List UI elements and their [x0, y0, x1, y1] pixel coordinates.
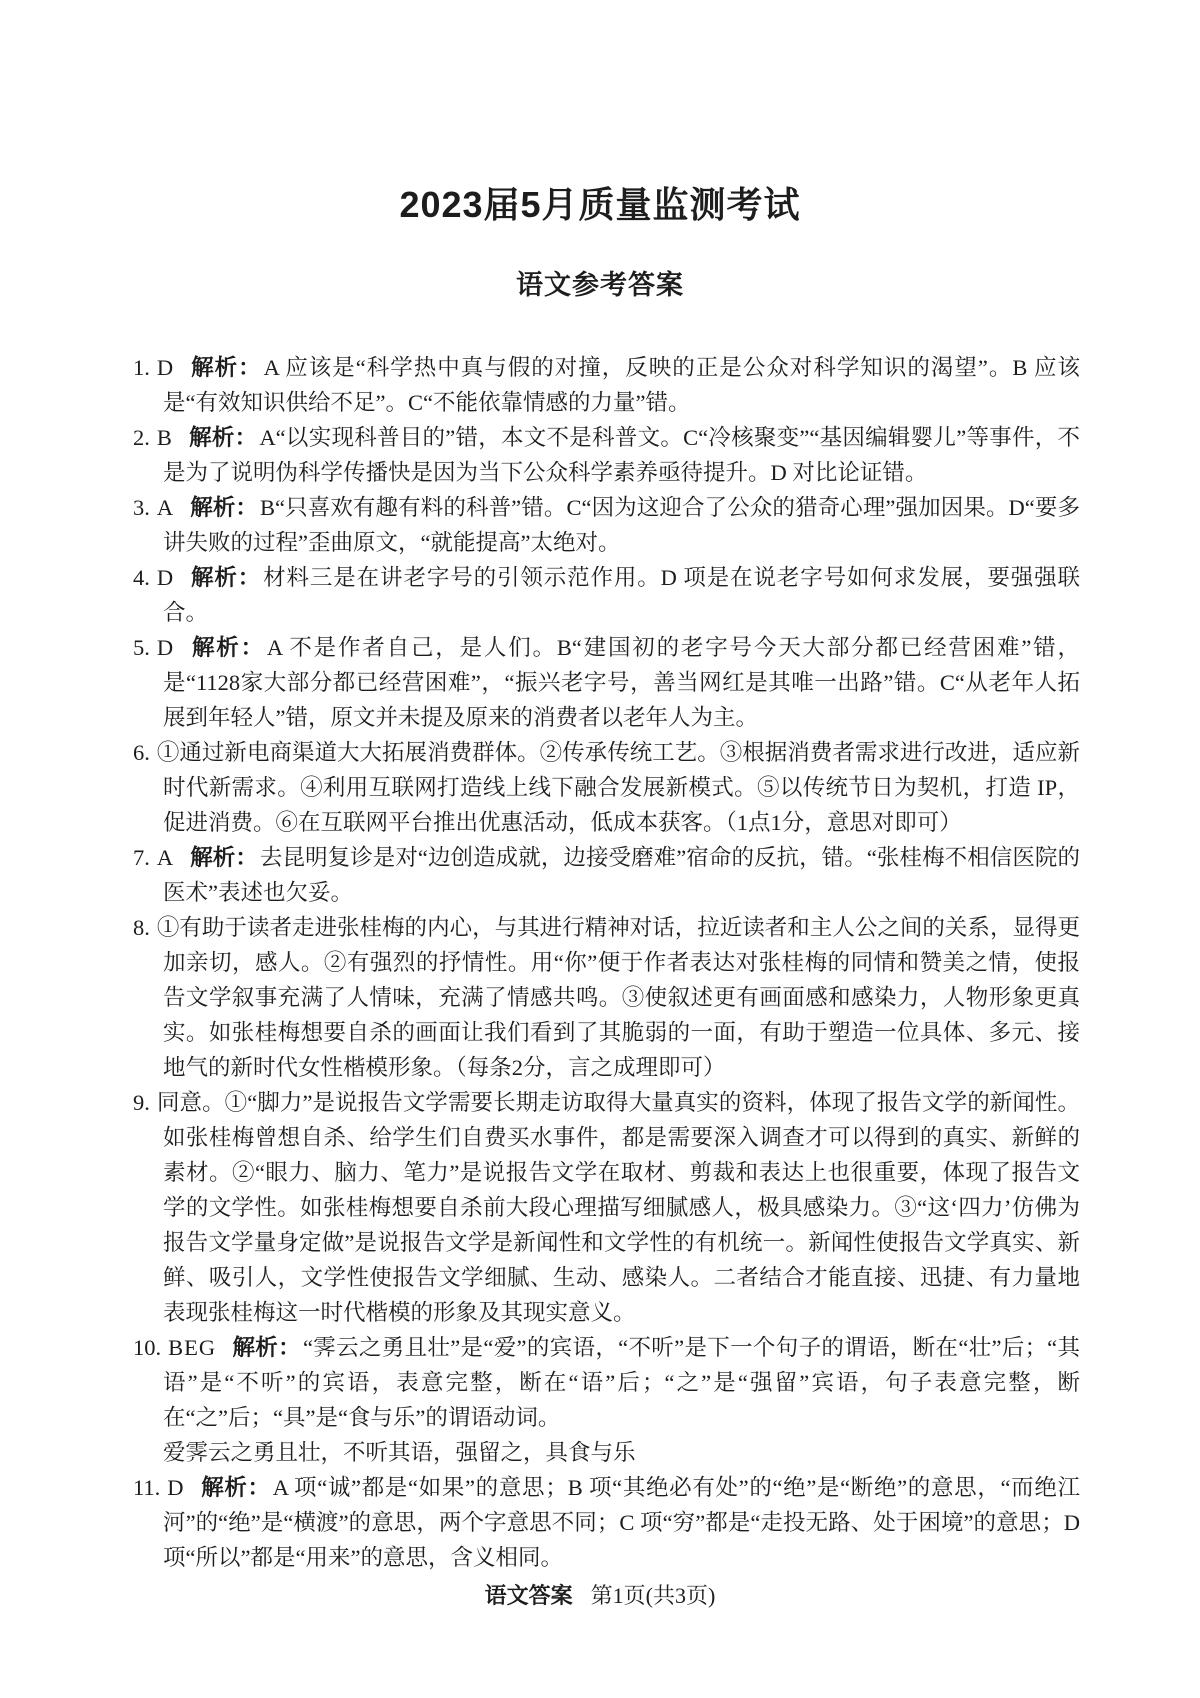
- answer-item-5: [133, 630, 1080, 735]
- answer-number: 4.: [133, 565, 150, 590]
- answer-item-11: [133, 1470, 1080, 1575]
- analysis-label: 解析：: [190, 845, 258, 870]
- answer-item-8: [133, 910, 1080, 1085]
- answer-number: 7.: [133, 845, 150, 870]
- footer-page-number: 第1页(共3页): [590, 1583, 716, 1608]
- answer-letter: D: [156, 635, 175, 660]
- answer-number: 2.: [133, 425, 150, 450]
- analysis-label: 解析：: [200, 1475, 271, 1500]
- answer-number: 9.: [133, 1090, 150, 1115]
- answer-item-3: [133, 490, 1080, 560]
- answer-number: 10.: [133, 1335, 162, 1360]
- analysis-label: 解析：: [190, 565, 262, 590]
- analysis-label: 解析：: [190, 635, 265, 660]
- answer-item-4: [133, 560, 1080, 630]
- page-subtitle: 语文参考答案: [516, 270, 684, 300]
- answer-text: 去昆明复诊是对“边创造成就，边接受磨难”宿命的反抗，错。“张桂梅不相信医院的医术”表述也欠妥。: [163, 845, 1080, 905]
- answer-item-6: [133, 735, 1080, 840]
- page-footer: [0, 1581, 1200, 1611]
- answer-extra-line: 爱霁云之勇且壮，不听其语，强留之，具食与乐: [163, 1440, 636, 1465]
- answer-number: 5.: [133, 635, 150, 660]
- answer-letter: A: [156, 845, 175, 870]
- page-title: 2023届5月质量监测考试: [399, 184, 801, 225]
- answer-number: 8.: [133, 915, 150, 940]
- answer-item-1: [133, 350, 1080, 420]
- answer-number: 3.: [133, 495, 150, 520]
- answer-letter: A: [156, 495, 175, 520]
- answer-text: A 应该是“科学热中真与假的对撞，反映的正是公众对科学知识的渴望”。B 应该是“有效知识供给不足”。C“不能依靠情感的力量”错。: [163, 355, 1080, 415]
- answer-text: ①通过新电商渠道大大拓展消费群体。②传承传统工艺。③根据消费者需求进行改进，适应新时代新需求。④利用互联网打造线上线下融合发展新模式。⑤以传统节日为契机，打造 IP，促进消费。⑥在互联网平台推出优惠活动，低成本获客。（1点1分，意思对即可）: [156, 740, 1080, 835]
- answer-text: ①有助于读者走进张桂梅的内心，与其进行精神对话，拉近读者和主人公之间的关系，显得更加亲切，感人。②有强烈的抒情性。用“你”便于作者表达对张桂梅的同情和赞美之情，使报告文学叙事充满了人情味，充满了情感共鸣。③使叙述更有画面感和感染力，人物形象更真实。如张桂梅想要自杀的画面让我们看到了其脆弱的一面，有助于塑造一位具体、多元、接地气的新时代女性楷模形象。（每条2分，言之成理即可）: [156, 915, 1080, 1080]
- footer-subject-label: 语文答案: [484, 1583, 573, 1608]
- analysis-label: 解析：: [188, 425, 258, 450]
- analysis-label: 解析：: [190, 495, 259, 520]
- answer-item-9: [133, 1085, 1080, 1330]
- answer-text: A“以实现科普目的”错，本文不是科普文。C“冷核聚变”“基因编辑婴儿”等事件，不是为了说明伪科学传播快是因为当下公众科学素养亟待提升。D 对比论证错。: [163, 425, 1080, 485]
- answer-letter: B: [156, 425, 173, 450]
- answer-letter: BEG: [168, 1335, 217, 1360]
- answer-number: 6.: [133, 740, 150, 765]
- answer-letter: D: [156, 565, 175, 590]
- analysis-label: 解析：: [232, 1335, 301, 1360]
- answer-list: [0, 350, 1200, 1575]
- analysis-label: 解析：: [190, 355, 262, 380]
- answer-text: B“只喜欢有趣有料的科普”错。C“因为这迎合了公众的猎奇心理”强加因果。D“要多讲失败的过程”歪曲原文，“就能提高”太绝对。: [163, 495, 1080, 555]
- answer-text: 同意。①“脚力”是说报告文学需要长期走访取得大量真实的资料，体现了报告文学的新闻性。如张桂梅曾想自杀、给学生们自费买水事件，都是需要深入调查才可以得到的真实、新鲜的素材。②“眼力、脑力、笔力”是说报告文学在取材、剪裁和表达上也很重要，体现了报告文学的文学性。如张桂梅想要自杀前大段心理描写细腻感人，极具感染力。③“这‘四力’仿佛为报告文学量身定做”是说报告文学是新闻性和文学性的有机统一。新闻性使报告文学真实、新鲜、吸引人，文学性使报告文学细腻、生动、感染人。二者结合才能直接、迅捷、有力量地表现张桂梅这一时代楷模的形象及其现实意义。: [156, 1090, 1080, 1325]
- answer-letter: D: [167, 1475, 185, 1500]
- answer-item-2: [133, 420, 1080, 490]
- answer-number: 1.: [133, 355, 150, 380]
- answer-text: A 不是作者自己，是人们。B“建国初的老字号今天大部分都已经营困难”错，是“1128家大部分都已经营困难”，“振兴老字号，善当网红是其唯一出路”错。C“从老年人拓展到年轻人”错，原文并未提及原来的消费者以老年人为主。: [163, 635, 1080, 730]
- answer-text: “霁云之勇且壮”是“爱”的宾语，“不听”是下一个句子的谓语，断在“壮”后；“其语”是“不听”的宾语，表意完整，断在“语”后；“之”是“强留”宾语，句子表意完整，断在“之”后；“具”是“食与乐”的谓语动词。: [163, 1335, 1080, 1430]
- answer-item-7: [133, 840, 1080, 910]
- answer-text: 材料三是在讲老字号的引领示范作用。D 项是在说老字号如何求发展，要强强联合。: [163, 565, 1080, 625]
- answer-letter: D: [156, 355, 175, 380]
- answer-item-10: [133, 1330, 1080, 1470]
- answer-text: A 项“诚”都是“如果”的意思；B 项“其绝必有处”的“绝”是“断绝”的意思，“而绝江河”的“绝”是“横渡”的意思，两个字意思不同；C 项“穷”都是“走投无路、处于困境”的意思；D 项“所以”都是“用来”的意思，含义相同。: [163, 1475, 1080, 1570]
- answer-number: 11.: [133, 1475, 161, 1500]
